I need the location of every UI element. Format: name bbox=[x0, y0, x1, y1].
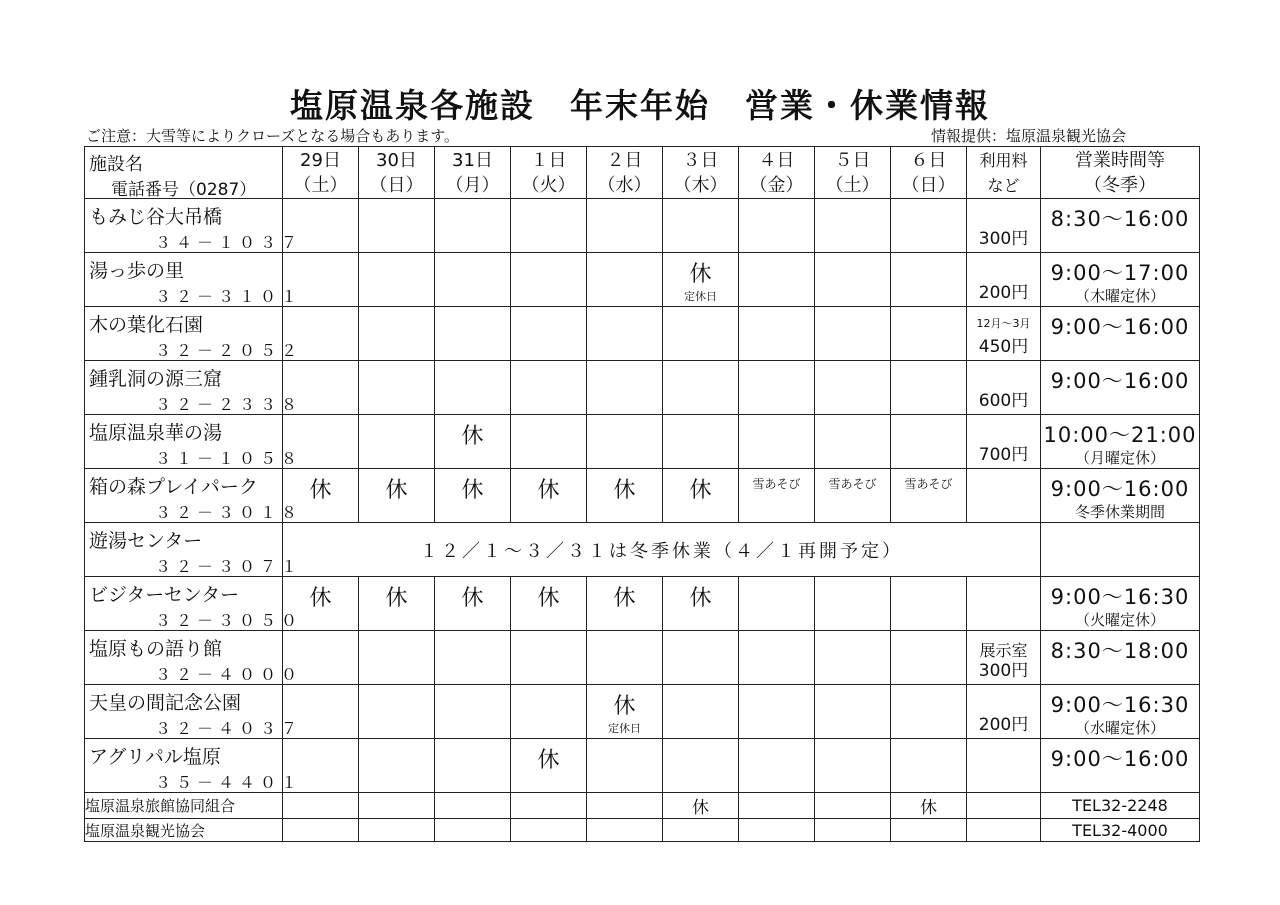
fee-note: 12月～3月 bbox=[976, 317, 1031, 330]
day-cell bbox=[587, 685, 663, 739]
day-cell bbox=[511, 819, 587, 842]
day-cell bbox=[283, 631, 359, 685]
day-cell bbox=[815, 819, 891, 842]
facility-cell bbox=[85, 631, 303, 685]
facility-cell bbox=[85, 253, 303, 307]
day-cell bbox=[891, 307, 967, 361]
day-cell bbox=[739, 739, 815, 793]
association-tel: TEL32-4000 bbox=[1041, 819, 1200, 842]
facility-row bbox=[85, 307, 1200, 361]
association-name: 塩原温泉観光協会 bbox=[85, 819, 283, 842]
facility-row bbox=[85, 199, 1200, 253]
day-cell bbox=[359, 577, 435, 631]
day-cell bbox=[359, 469, 435, 523]
facility-row bbox=[85, 577, 1200, 631]
day-weekday: （月） bbox=[445, 174, 500, 196]
day-cell bbox=[359, 199, 435, 253]
facility-phone: ３５－４４０１ bbox=[155, 773, 303, 792]
day-date: ５日 bbox=[834, 149, 871, 171]
hours-note: （水曜定休） bbox=[1074, 719, 1165, 737]
facility-phone: ３２－２３３８ bbox=[155, 395, 303, 414]
day-cell bbox=[663, 819, 739, 842]
fee-cell bbox=[967, 685, 1041, 739]
day-cell bbox=[283, 819, 359, 842]
day-cell bbox=[663, 685, 739, 739]
day-date: １日 bbox=[530, 149, 567, 171]
header-day bbox=[663, 147, 739, 199]
day-cell bbox=[435, 415, 511, 469]
day-cell bbox=[587, 199, 663, 253]
day-cell bbox=[663, 199, 739, 253]
snow-play-label: 雪あそび bbox=[752, 477, 801, 491]
day-cell bbox=[511, 631, 587, 685]
day-cell bbox=[435, 577, 511, 631]
day-cell bbox=[587, 307, 663, 361]
fee-value: 200円 bbox=[978, 715, 1029, 735]
closed-mark: 休 bbox=[309, 478, 332, 503]
facility-cell bbox=[85, 199, 303, 253]
fee-cell bbox=[967, 253, 1041, 307]
facility-row bbox=[85, 739, 1200, 793]
day-date: 30日 bbox=[376, 149, 417, 171]
day-cell bbox=[359, 631, 435, 685]
hours-value: 8:30～18:00 bbox=[1050, 639, 1190, 663]
facility-row bbox=[85, 685, 1200, 739]
day-cell bbox=[435, 793, 511, 819]
day-weekday: （土） bbox=[825, 174, 880, 196]
facility-name: もみじ谷大吊橋 bbox=[89, 206, 223, 228]
closed-mark: 休 bbox=[461, 424, 484, 449]
day-cell bbox=[739, 793, 815, 819]
fee-cell bbox=[967, 819, 1041, 842]
day-cell bbox=[359, 361, 435, 415]
facility-name: 木の葉化石園 bbox=[89, 314, 204, 336]
facility-row bbox=[85, 253, 1200, 307]
day-weekday: （日） bbox=[901, 174, 956, 196]
day-cell bbox=[739, 577, 815, 631]
day-cell bbox=[815, 415, 891, 469]
facility-cell bbox=[85, 469, 303, 523]
day-cell bbox=[511, 253, 587, 307]
hours-cell bbox=[1041, 253, 1200, 307]
fee-value: 200円 bbox=[978, 283, 1029, 303]
day-cell bbox=[815, 199, 891, 253]
facility-phone: ３２－２０５２ bbox=[155, 341, 303, 360]
hours-cell bbox=[1041, 199, 1200, 253]
header-day bbox=[739, 147, 815, 199]
day-cell bbox=[359, 253, 435, 307]
header-facility-name: 施設名 bbox=[89, 154, 143, 175]
day-cell bbox=[739, 307, 815, 361]
fee-cell bbox=[967, 739, 1041, 793]
header-day bbox=[283, 147, 359, 199]
hours-cell bbox=[1041, 415, 1200, 469]
day-cell bbox=[663, 739, 739, 793]
regular-holiday-label: 定休日 bbox=[608, 722, 641, 735]
association-tel: TEL32-2248 bbox=[1041, 793, 1200, 819]
day-cell bbox=[891, 415, 967, 469]
hours-value: 9:00～16:00 bbox=[1050, 315, 1190, 339]
hours-cell bbox=[1041, 739, 1200, 793]
facility-phone: ３２－４０００ bbox=[155, 665, 303, 684]
association-row bbox=[85, 793, 1200, 819]
day-cell bbox=[511, 361, 587, 415]
header-day bbox=[359, 147, 435, 199]
hours-note: （木曜定休） bbox=[1074, 287, 1165, 305]
day-date: ３日 bbox=[682, 149, 719, 171]
day-cell bbox=[815, 685, 891, 739]
day-cell bbox=[739, 685, 815, 739]
facility-cell bbox=[85, 361, 303, 415]
day-cell bbox=[511, 739, 587, 793]
day-date: ４日 bbox=[758, 149, 795, 171]
facility-row bbox=[85, 469, 1200, 523]
facility-cell bbox=[85, 739, 303, 793]
day-cell bbox=[587, 739, 663, 793]
day-cell bbox=[283, 469, 359, 523]
facility-phone: ３２－３１０１ bbox=[155, 287, 303, 306]
day-cell bbox=[815, 469, 891, 523]
day-cell bbox=[739, 415, 815, 469]
day-cell bbox=[815, 361, 891, 415]
closed-mark: 休 bbox=[461, 478, 484, 503]
schedule-table bbox=[84, 146, 1200, 842]
day-cell bbox=[663, 415, 739, 469]
facility-name: アグリパル塩原 bbox=[89, 746, 221, 768]
day-cell bbox=[663, 469, 739, 523]
day-cell bbox=[435, 199, 511, 253]
day-cell bbox=[511, 793, 587, 819]
day-cell bbox=[663, 361, 739, 415]
closed-mark: 休 bbox=[385, 586, 408, 611]
day-weekday: （火） bbox=[521, 174, 576, 196]
day-cell bbox=[359, 793, 435, 819]
facility-cell bbox=[85, 685, 303, 739]
day-cell bbox=[891, 739, 967, 793]
day-cell bbox=[739, 361, 815, 415]
closed-mark: 休 bbox=[461, 586, 484, 611]
day-cell bbox=[435, 739, 511, 793]
hours-label: 営業時間等 bbox=[1075, 149, 1165, 171]
closed-mark: 休 bbox=[689, 586, 712, 611]
day-cell bbox=[511, 199, 587, 253]
fee-note: 展示室 bbox=[979, 641, 1028, 660]
hours-cell bbox=[1041, 577, 1200, 631]
facility-phone: ３２－３０７１ bbox=[155, 557, 303, 576]
facility-phone: ３１－１０５８ bbox=[155, 449, 303, 468]
closed-mark: 休 bbox=[689, 478, 712, 503]
day-cell bbox=[891, 685, 967, 739]
day-cell bbox=[891, 199, 967, 253]
day-cell bbox=[815, 793, 891, 819]
hours-cell bbox=[1041, 307, 1200, 361]
day-date: 29日 bbox=[300, 149, 341, 171]
fee-label-sub: など bbox=[987, 175, 1020, 195]
day-cell bbox=[283, 307, 359, 361]
hours-cell bbox=[1041, 469, 1200, 523]
day-cell: 休 bbox=[663, 793, 739, 819]
facility-phone: ３２－３０１８ bbox=[155, 503, 303, 522]
day-cell bbox=[587, 361, 663, 415]
day-cell bbox=[815, 577, 891, 631]
header-row bbox=[85, 147, 1200, 199]
day-cell bbox=[511, 415, 587, 469]
closed-mark: 休 bbox=[613, 478, 636, 503]
day-cell bbox=[587, 793, 663, 819]
fee-cell bbox=[967, 469, 1041, 523]
day-cell bbox=[435, 819, 511, 842]
hours-value: 9:00～16:30 bbox=[1050, 693, 1190, 717]
day-cell bbox=[891, 819, 967, 842]
day-cell bbox=[891, 577, 967, 631]
fee-label: 利用料 bbox=[979, 150, 1028, 170]
day-cell bbox=[435, 307, 511, 361]
day-date: ６日 bbox=[910, 149, 947, 171]
day-cell bbox=[435, 685, 511, 739]
hours-value: 10:00～21:00 bbox=[1043, 423, 1197, 447]
day-cell bbox=[587, 253, 663, 307]
day-cell bbox=[435, 361, 511, 415]
day-cell bbox=[739, 819, 815, 842]
hours-label-sub: （冬季） bbox=[1084, 174, 1156, 196]
fee-value: 700円 bbox=[978, 445, 1029, 465]
closed-mark: 休 bbox=[537, 586, 560, 611]
day-cell bbox=[283, 415, 359, 469]
hours-note: （火曜定休） bbox=[1074, 611, 1165, 629]
day-cell: 休 bbox=[891, 793, 967, 819]
hours-value: 9:00～16:30 bbox=[1050, 585, 1190, 609]
day-cell bbox=[739, 253, 815, 307]
day-cell bbox=[739, 631, 815, 685]
day-cell bbox=[359, 739, 435, 793]
day-cell bbox=[663, 253, 739, 307]
hours-cell bbox=[1041, 523, 1200, 577]
facility-row bbox=[85, 415, 1200, 469]
day-cell bbox=[359, 685, 435, 739]
facility-name: 天皇の間記念公園 bbox=[89, 692, 242, 714]
fee-cell bbox=[967, 307, 1041, 361]
day-cell bbox=[587, 415, 663, 469]
day-cell bbox=[739, 199, 815, 253]
closed-mark: 休 bbox=[613, 694, 636, 719]
day-cell bbox=[663, 631, 739, 685]
closed-mark: 休 bbox=[537, 478, 560, 503]
hours-value: 9:00～17:00 bbox=[1050, 261, 1190, 285]
facility-phone: ３４－１０３７ bbox=[155, 233, 303, 252]
facility-row bbox=[85, 631, 1200, 685]
day-weekday: （木） bbox=[673, 174, 728, 196]
closed-mark: 休 bbox=[385, 478, 408, 503]
day-cell bbox=[511, 685, 587, 739]
association-row bbox=[85, 819, 1200, 842]
day-weekday: （水） bbox=[597, 174, 652, 196]
day-cell bbox=[511, 469, 587, 523]
facility-name: 遊湯センター bbox=[89, 530, 203, 552]
fee-value: 600円 bbox=[978, 391, 1029, 411]
caution-note: ご注意：大雪等によりクローズとなる場合もあります。 bbox=[86, 127, 460, 145]
header-fee bbox=[967, 147, 1041, 199]
closed-mark: 休 bbox=[689, 262, 712, 287]
facility-name: 箱の森プレイパーク bbox=[89, 476, 258, 498]
day-cell bbox=[891, 253, 967, 307]
page-title: 塩原温泉各施設 年末年始 営業・休業情報 bbox=[290, 86, 990, 125]
day-weekday: （土） bbox=[293, 174, 348, 196]
hours-cell bbox=[1041, 631, 1200, 685]
closed-mark: 休 bbox=[309, 586, 332, 611]
fee-cell bbox=[967, 577, 1041, 631]
day-cell bbox=[511, 307, 587, 361]
fee-cell bbox=[967, 415, 1041, 469]
facility-row bbox=[85, 523, 1200, 577]
day-cell bbox=[283, 361, 359, 415]
hours-value: 9:00～16:00 bbox=[1050, 477, 1190, 501]
day-cell bbox=[587, 819, 663, 842]
day-weekday: （日） bbox=[369, 174, 424, 196]
day-cell bbox=[815, 253, 891, 307]
closed-mark: 休 bbox=[613, 586, 636, 611]
fee-cell bbox=[967, 793, 1041, 819]
day-cell bbox=[891, 361, 967, 415]
day-cell bbox=[435, 253, 511, 307]
fee-value: 300円 bbox=[978, 661, 1029, 681]
regular-holiday-label: 定休日 bbox=[684, 290, 717, 303]
day-cell bbox=[891, 469, 967, 523]
facility-cell bbox=[85, 577, 303, 631]
facility-cell bbox=[85, 523, 303, 577]
day-cell bbox=[283, 253, 359, 307]
facility-name: 鍾乳洞の源三窟 bbox=[89, 368, 223, 390]
header-hours bbox=[1041, 147, 1200, 199]
day-cell bbox=[359, 819, 435, 842]
facility-name: 湯っ歩の里 bbox=[89, 260, 185, 282]
facility-phone: ３２－４０３７ bbox=[155, 719, 303, 738]
hours-cell bbox=[1041, 685, 1200, 739]
header-facility bbox=[85, 147, 283, 199]
fee-value: 300円 bbox=[978, 229, 1029, 249]
day-cell bbox=[587, 469, 663, 523]
day-cell bbox=[815, 739, 891, 793]
day-cell bbox=[663, 307, 739, 361]
closure-notice: １２／１～３／３１は冬季休業（４／１再開予定） bbox=[283, 523, 1041, 577]
association-name: 塩原温泉旅館協同組合 bbox=[85, 793, 283, 819]
hours-note: （月曜定休） bbox=[1074, 449, 1165, 467]
day-date: 31日 bbox=[452, 149, 493, 171]
day-cell bbox=[359, 307, 435, 361]
day-cell bbox=[511, 577, 587, 631]
day-cell bbox=[283, 199, 359, 253]
day-weekday: （金） bbox=[749, 174, 804, 196]
header-day bbox=[511, 147, 587, 199]
snow-play-label: 雪あそび bbox=[904, 477, 953, 491]
fee-cell bbox=[967, 199, 1041, 253]
facility-cell bbox=[85, 415, 303, 469]
header-phone: 電話番号（0287） bbox=[111, 180, 257, 200]
hours-cell bbox=[1041, 361, 1200, 415]
day-cell bbox=[815, 307, 891, 361]
day-cell bbox=[359, 415, 435, 469]
snow-play-label: 雪あそび bbox=[828, 477, 877, 491]
day-cell bbox=[663, 577, 739, 631]
day-cell bbox=[435, 469, 511, 523]
facility-name: ビジターセンター bbox=[89, 584, 240, 606]
day-cell bbox=[435, 631, 511, 685]
facility-cell bbox=[85, 307, 303, 361]
hours-value: 9:00～16:00 bbox=[1050, 369, 1190, 393]
day-date: ２日 bbox=[606, 149, 643, 171]
hours-value: 9:00～16:00 bbox=[1050, 747, 1190, 771]
day-cell bbox=[891, 631, 967, 685]
fee-cell bbox=[967, 631, 1041, 685]
header-day bbox=[891, 147, 967, 199]
facility-row bbox=[85, 361, 1200, 415]
header-day bbox=[587, 147, 663, 199]
day-cell bbox=[815, 631, 891, 685]
day-cell bbox=[283, 577, 359, 631]
fee-value: 450円 bbox=[978, 337, 1029, 357]
day-cell bbox=[587, 631, 663, 685]
hours-value: 8:30～16:00 bbox=[1050, 207, 1190, 231]
day-cell bbox=[739, 469, 815, 523]
closed-mark: 休 bbox=[537, 748, 560, 773]
facility-name: 塩原もの語り館 bbox=[89, 638, 223, 660]
facility-phone: ３２－３０５０ bbox=[155, 611, 303, 630]
header-day bbox=[435, 147, 511, 199]
day-cell bbox=[283, 739, 359, 793]
header-day bbox=[815, 147, 891, 199]
day-cell bbox=[587, 577, 663, 631]
day-cell bbox=[283, 685, 359, 739]
day-cell bbox=[283, 793, 359, 819]
hours-note: 冬季休業期間 bbox=[1074, 503, 1165, 521]
fee-cell bbox=[967, 361, 1041, 415]
facility-name: 塩原温泉華の湯 bbox=[89, 422, 223, 444]
info-source: 情報提供：塩原温泉観光協会 bbox=[930, 127, 1126, 145]
